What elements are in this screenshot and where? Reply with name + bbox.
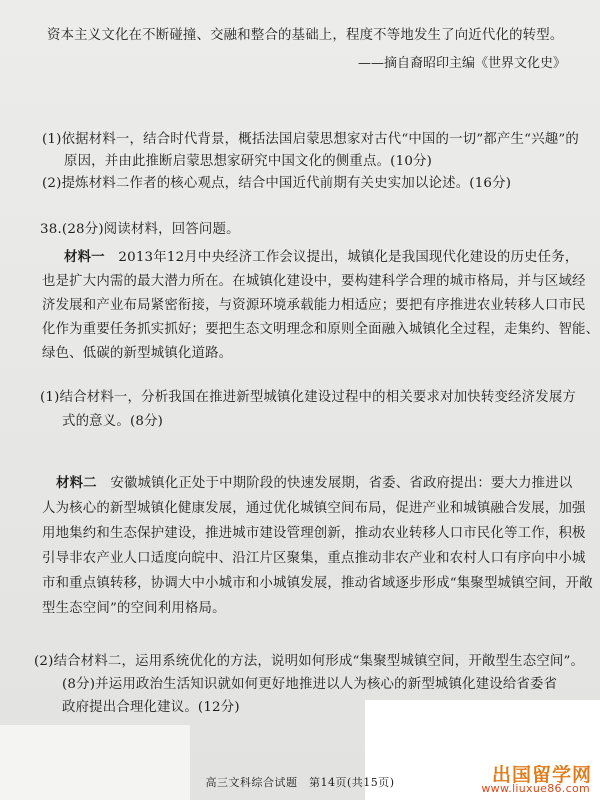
q37-part1-line2: 原因，并由此推断启蒙思想家研究中国文化的侧重点。(10分) bbox=[64, 154, 433, 169]
source-citation: ——摘自裔昭印主编《世界文化史》 bbox=[357, 56, 566, 71]
material1-line5: 绿色、低碳的新型城镇化道路。 bbox=[42, 346, 233, 361]
material2-line2: 人为核心的新型城镇化健康发展，通过优化城镇空间布局，促进产业和城镇融合发展，加强 bbox=[42, 501, 586, 516]
material1-line3: 济发展和产业布局紧密衔接，与资源环境承载能力相适应；要把有序推进农业转移人口市民 bbox=[42, 298, 586, 313]
top-line: 资本主义文化在不断碰撞、交融和整合的基础上，程度不等地发生了向近代化的转型。 bbox=[47, 28, 564, 43]
material2-line6: 型生态空间”的空间利用格局。 bbox=[42, 601, 226, 616]
page-footer: 高三文科综合试题 第14页(共15页) bbox=[205, 776, 395, 789]
q38-part1-line2: 式的意义。(8分) bbox=[62, 414, 164, 429]
q38-part2-line3: 政府提出合理化建议。(12分) bbox=[62, 700, 240, 715]
watermark-site-name: 出国留学网 bbox=[491, 764, 592, 786]
q37-part1-line1: (1)依据材料一，结合时代背景，概括法国启蒙思想家对古代“中国的一切”都产生“兴趣”的 bbox=[42, 132, 580, 147]
q38-part2-line2: (8分)并运用政治生活知识就如何更好地推进以人为核心的新型城镇化建设给省委省 bbox=[62, 677, 558, 692]
material1-line2: 也是扩大内需的最大潜力所在。在城镇化建设中，要构建科学合理的城市格局，并与区域经 bbox=[42, 274, 586, 289]
material2-line4: 引导非农产业人口适度向皖中、沿江片区聚集，重点推动非农产业和农村人口有序向中小城 bbox=[42, 551, 586, 566]
material2-line5: 市和重点镇转移，协调大中小城市和小城镇发展，推动省域逐步形成“集聚型城镇空间，开敞 bbox=[42, 576, 593, 591]
material2-line3: 用地集约和生态保护建设，推进城市建设管理创新，推动农业转移人口市民化等工作，积极 bbox=[42, 526, 586, 541]
watermark-site-url: www.liuxue86.com bbox=[481, 782, 590, 795]
material2-label: 材料二 bbox=[56, 475, 97, 491]
material1-line1 bbox=[64, 246, 578, 265]
material2-line1 bbox=[56, 472, 572, 491]
q38-part1-line1: (1)结合材料一，分析我国在推进新型城镇化建设过程中的相关要求对加快转变经济发展方 bbox=[40, 390, 577, 405]
q38-part2-line1: (2)结合材料二，运用系统优化的方法，说明如何形成“集聚型城镇空间，开敞型生态空间”。 bbox=[34, 654, 585, 669]
material1-label: 材料一 bbox=[64, 249, 105, 265]
material2-text1: 安徽城镇化正处于中期阶段的快速发展期，省委、省政府提出：要大力推进以 bbox=[110, 476, 573, 491]
material1-text1: 2013年12月中央经济工作会议提出，城镇化是我国现代化建设的历史任务， bbox=[118, 250, 579, 265]
q38-heading: 38.(28分)阅读材料，回答问题。 bbox=[40, 222, 240, 237]
q37-part2: (2)提炼材料二作者的核心观点，结合中国近代前期有关史实加以论述。(16分) bbox=[42, 176, 512, 191]
material1-line4: 化作为重要任务抓实抓好；要把生态文明理念和原则全面融入城镇化全过程，走集约、智能、 bbox=[42, 322, 600, 337]
